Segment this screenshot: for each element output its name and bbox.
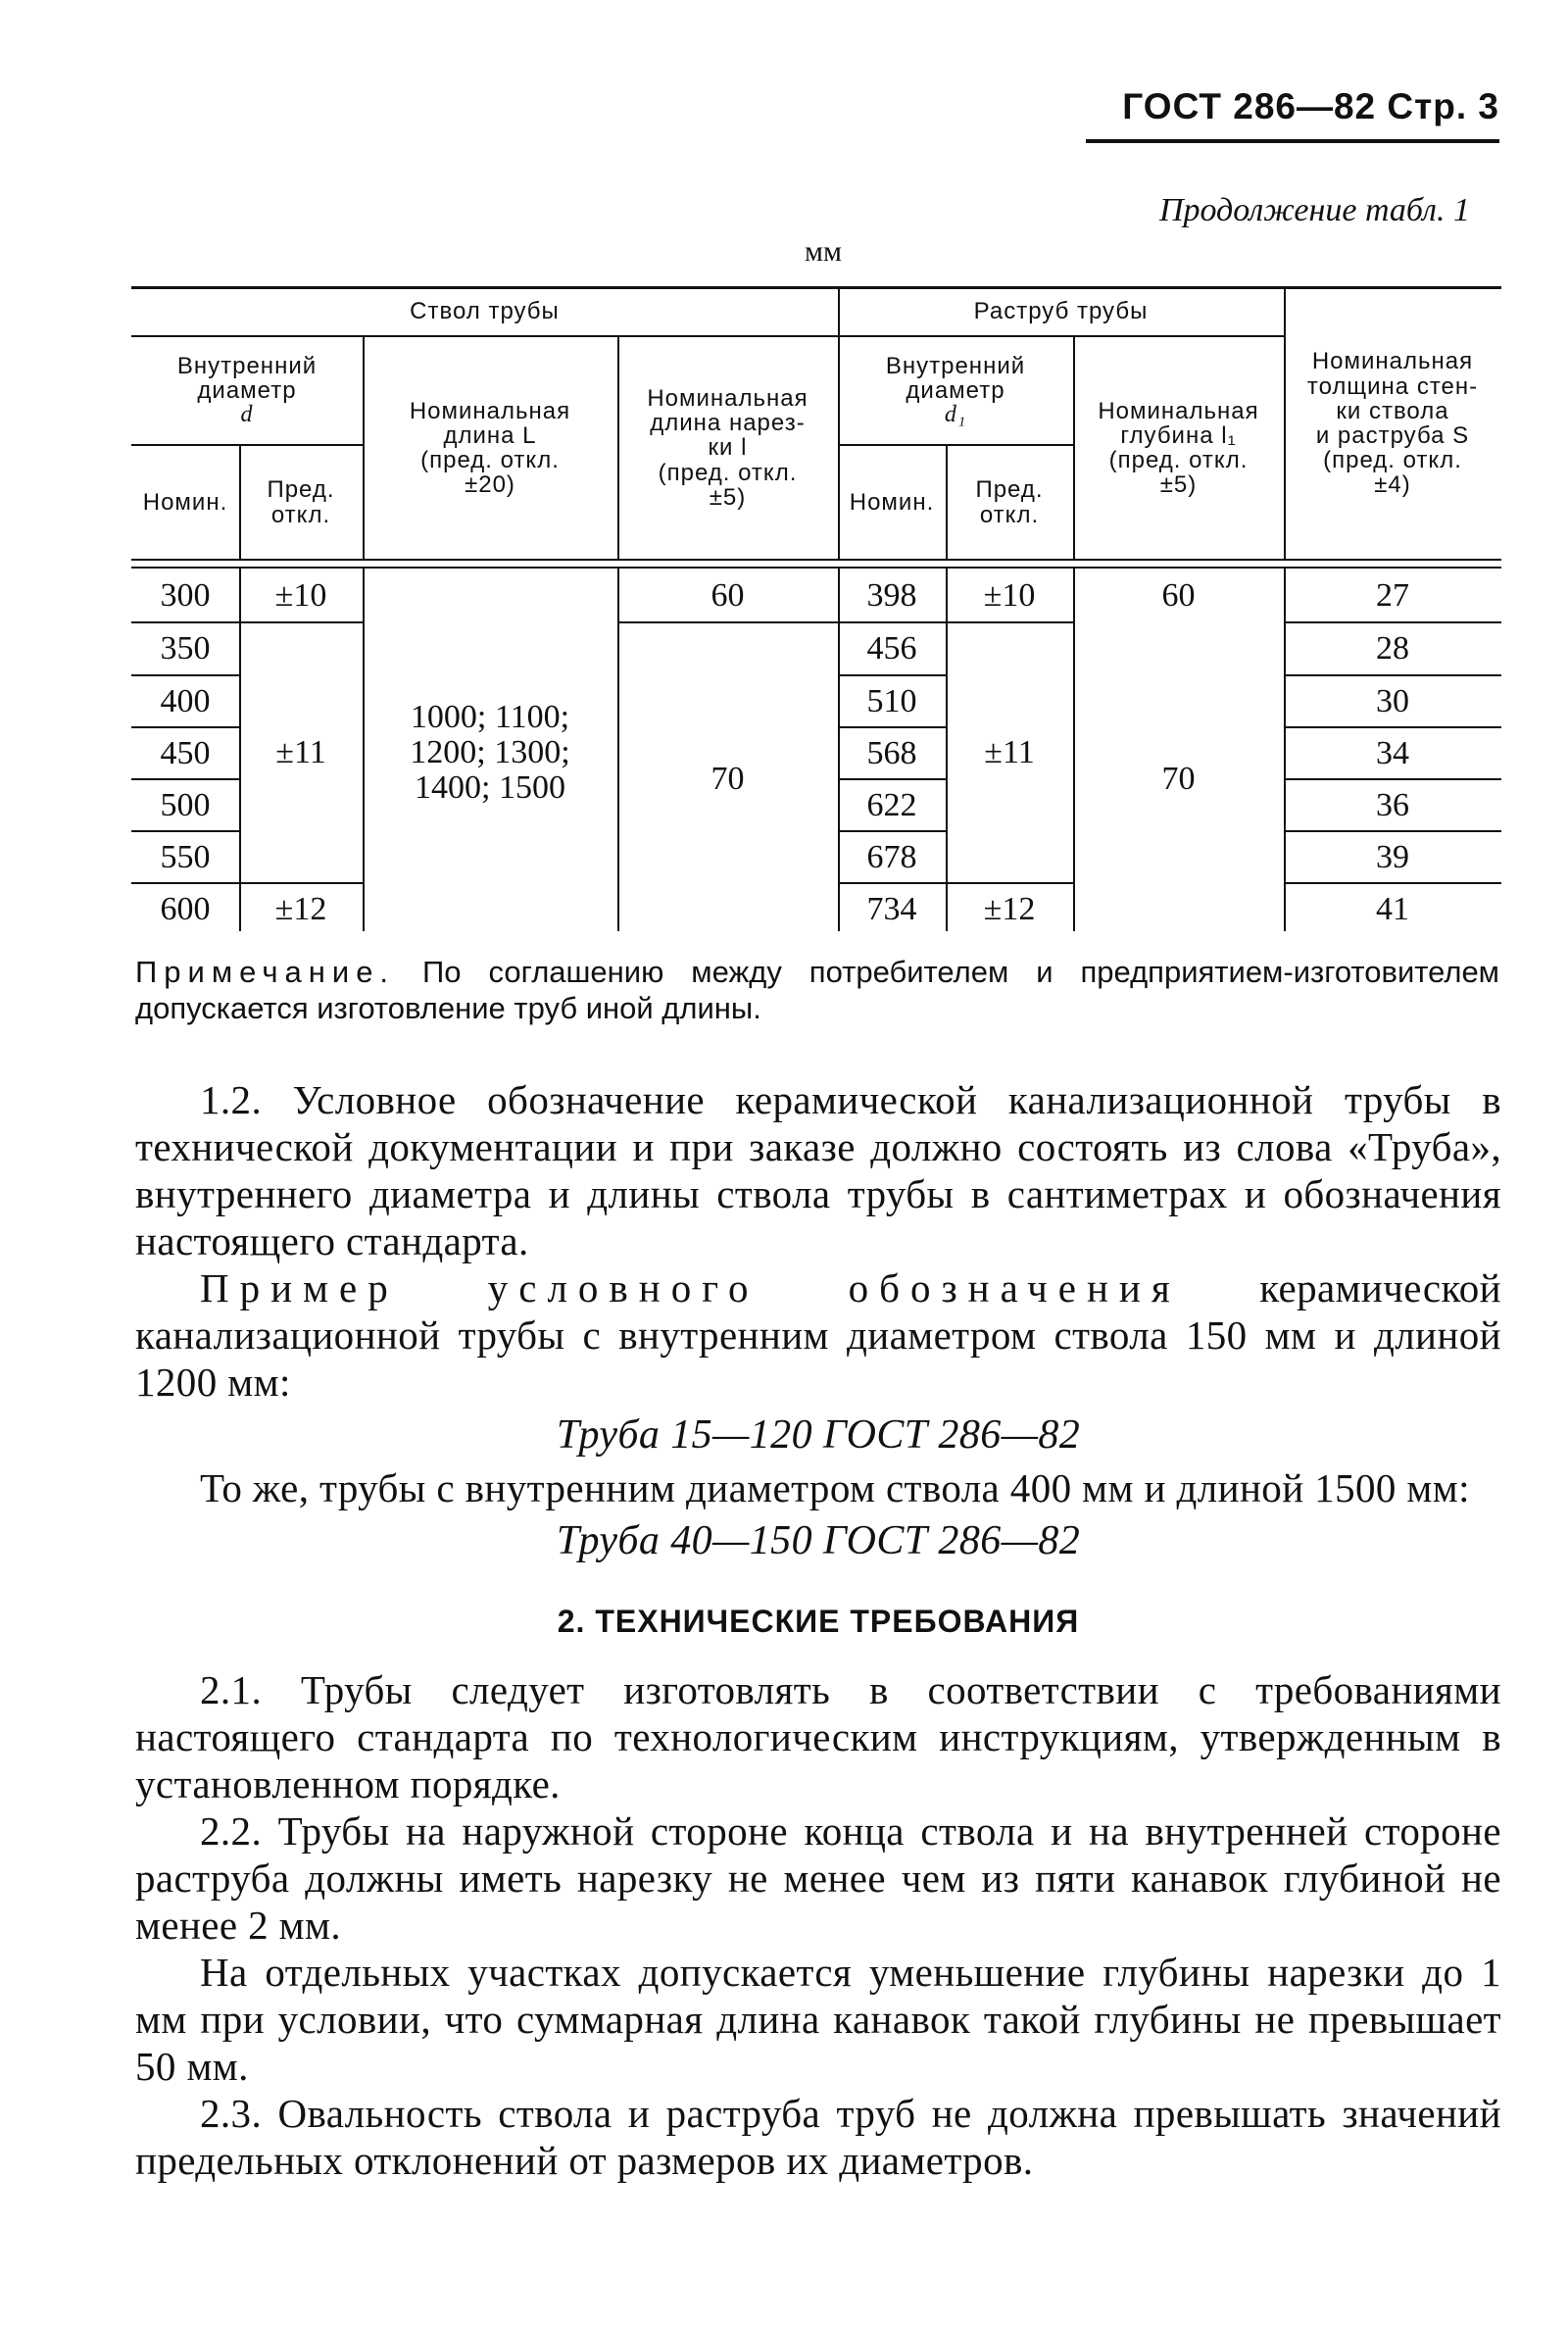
- header-text: (пред. откл.: [658, 459, 798, 486]
- paragraph-same: То же, трубы с внутренним диаметром ствола 400 мм и длиной 1500 мм:: [200, 1465, 1470, 1510]
- d1-tolerance: ±11: [984, 734, 1035, 771]
- header-text: длина L: [443, 421, 537, 449]
- paragraph-2-2-cont: На отдельных участках допускается уменьшение глубины нарезки до 1 мм при условии, что суммарная длина канавок такой глубины не превышает 50 мм.: [135, 1950, 1501, 2089]
- header-text: Внутренний: [176, 352, 318, 379]
- header-socket-depth: [1073, 337, 1284, 559]
- header-text: (пред. откл.: [1108, 447, 1249, 473]
- header-text: ±5): [1159, 471, 1198, 499]
- header-bottom-rule: [131, 559, 1501, 561]
- header-nominal: Номин.: [142, 488, 228, 516]
- header-tolerance-socket: [946, 446, 1073, 559]
- header-text: ±5): [709, 483, 747, 511]
- header-thread-length: [617, 337, 838, 559]
- section-title: 2. ТЕХНИЧЕСКИЕ ТРЕБОВАНИЯ: [557, 1604, 1080, 1639]
- table-continuation-label: Продолжение табл. 1: [1158, 192, 1470, 228]
- table-units: мм: [805, 235, 842, 268]
- header-text: и раструба S: [1315, 422, 1470, 449]
- header-text: откл.: [979, 501, 1040, 528]
- wall-thickness: 34: [1376, 734, 1409, 771]
- header-text: (пред. откл.: [1323, 447, 1462, 474]
- d-value: 450: [160, 734, 211, 771]
- paragraph-2-1: 2.1. Трубы следует изготовлять в соответствии с требованиями настоящего стандарта по технологическим инструкциям, утвержденным в установленном порядке.: [135, 1667, 1501, 1806]
- example-label: Пример условного обозначения: [200, 1265, 1181, 1311]
- header-text: d₁: [944, 402, 967, 428]
- wall-thickness: 39: [1376, 838, 1409, 875]
- header-nominal-length: [363, 337, 617, 559]
- header-nominal-socket: Номин.: [849, 488, 935, 516]
- designation-example-1: Труба 15—120 ГОСТ 286—82: [556, 1412, 1081, 1458]
- d1-value: 734: [866, 891, 917, 928]
- d-tolerance: ±10: [274, 577, 327, 615]
- header-stem-group: Ствол трубы: [410, 298, 560, 325]
- wall-thickness: 30: [1376, 682, 1409, 719]
- d-tolerance: ±12: [274, 891, 327, 928]
- paragraph-2-3: 2.3. Овальность ствола и раструба труб не должна превышать значений предельных отклонений от размеров их диаметров.: [135, 2091, 1501, 2183]
- paragraph-1-2: 1.2. Условное обозначение керамической канализационной трубы в технической документации и при заказе должно состоять из слова «Труба», внутреннего диаметра и длины ствола трубы в сантиметрах и обозначения настоящего стандарта.: [135, 1077, 1501, 1263]
- header-bottom-rule: [131, 567, 1501, 569]
- d-value: 300: [160, 577, 211, 615]
- header-socket-group: Раструб трубы: [973, 298, 1149, 325]
- header-text: Номинальная: [1098, 397, 1259, 424]
- d-value: 400: [160, 682, 211, 719]
- d-value: 550: [160, 838, 211, 875]
- d1-tolerance: ±10: [983, 577, 1036, 615]
- example-intro-text: керамической канализационной трубы с внутренним диаметром ствола 150 мм и длиной 1200 мм:: [135, 1265, 1501, 1405]
- header-text: диаметр: [197, 376, 297, 404]
- header-text: Внутренний: [885, 352, 1026, 379]
- designation-example-2: Труба 40—150 ГОСТ 286—82: [556, 1518, 1081, 1563]
- header-text: (пред. откл.: [420, 447, 560, 473]
- header-text: ки l: [708, 434, 748, 462]
- d-value: 500: [160, 786, 211, 823]
- wall-thickness: 28: [1376, 630, 1409, 668]
- table-note: [135, 955, 1499, 1026]
- header-text: откл.: [270, 501, 331, 528]
- header-text: толщина стен-: [1306, 372, 1479, 400]
- length-values: [363, 623, 617, 882]
- d1-value: 456: [866, 630, 917, 668]
- header-text: ±4): [1374, 471, 1411, 499]
- header-text: ки ствола: [1336, 397, 1449, 424]
- wall-thickness: 36: [1376, 786, 1409, 823]
- paragraph-example-intro: [135, 1264, 1501, 1406]
- header-text: Номинальная: [1311, 348, 1474, 375]
- header-text: Пред.: [267, 476, 335, 504]
- d-value: 600: [160, 891, 211, 928]
- document-body: [135, 1076, 1501, 2184]
- wall-thickness: 41: [1376, 891, 1409, 928]
- page-header: ГОСТ 286—82 Стр. 3: [1122, 86, 1499, 126]
- header-text: длина нарез-: [650, 410, 806, 437]
- paragraph-2-2: 2.2. Трубы на наружной стороне конца ствола и на внутренней стороне раструба должны иметь нарезку не менее чем из пяти канавок глубиной не менее 2 мм.: [135, 1808, 1501, 1948]
- d1-value: 510: [866, 682, 917, 719]
- header-tolerance: [239, 446, 363, 559]
- d1-value: 622: [866, 786, 917, 823]
- header-text: ±20): [465, 471, 515, 499]
- length-values-text: 1000; 1100; 1200; 1300; 1400; 1500: [410, 698, 570, 807]
- d-value: 350: [160, 630, 211, 668]
- note-label: Примечание.: [135, 955, 396, 989]
- header-text: глубина l₁: [1120, 421, 1237, 449]
- d-tolerance: ±11: [275, 734, 326, 771]
- header-text: диаметр: [906, 376, 1005, 404]
- header-text: Пред.: [975, 476, 1044, 504]
- socket-depth: 70: [1161, 761, 1196, 798]
- header-text: Номинальная: [647, 385, 808, 413]
- wall-thickness: 27: [1376, 577, 1409, 615]
- header-wall-thickness: [1284, 288, 1501, 559]
- thread-length: 70: [710, 761, 745, 798]
- header-rule: [1086, 139, 1499, 143]
- header-inner-diameter: [131, 337, 363, 444]
- header-text: d: [240, 402, 254, 428]
- d1-tolerance: ±12: [983, 891, 1036, 928]
- header-socket-inner-diameter: [838, 337, 1073, 444]
- d1-value: 568: [866, 734, 917, 771]
- note-text: По соглашению между потребителем и предприятием-изготовителем допускается изготовление труб иной длины.: [135, 955, 1499, 1025]
- socket-depth: 60: [1161, 577, 1196, 615]
- d1-value: 398: [866, 577, 917, 615]
- header-text: Номинальная: [409, 397, 571, 424]
- thread-length: 60: [710, 577, 745, 615]
- d1-value: 678: [866, 838, 917, 875]
